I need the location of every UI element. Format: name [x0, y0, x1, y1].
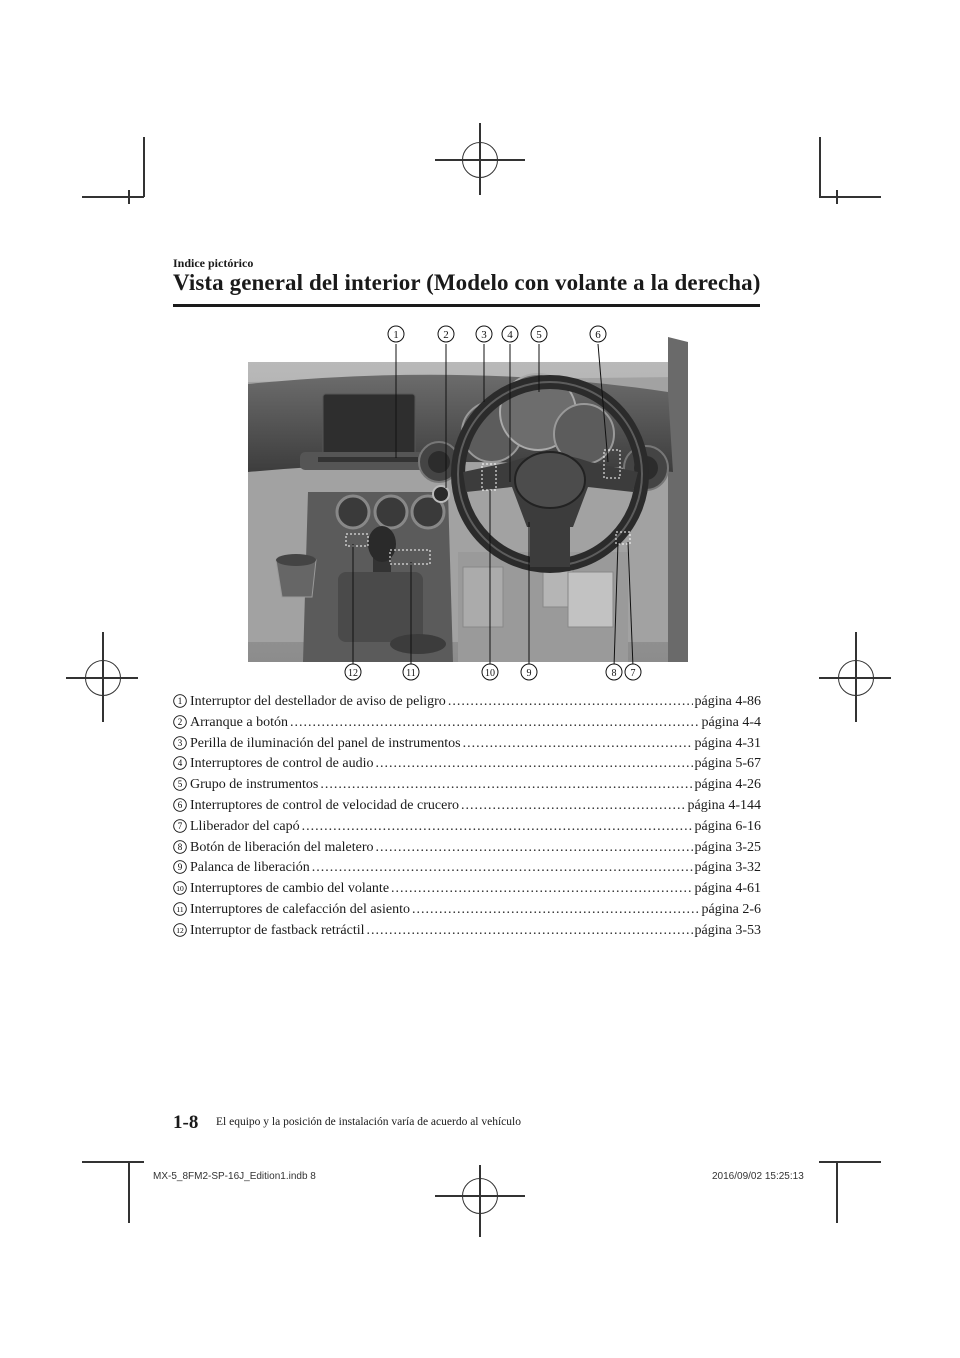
svg-text:6: 6 [177, 800, 183, 811]
svg-text:7: 7 [177, 820, 183, 831]
dot-leader [376, 756, 693, 772]
item-page-ref: página 4-144 [687, 797, 761, 813]
callout-1 [388, 326, 404, 342]
callout-9 [521, 664, 537, 680]
svg-text:10: 10 [485, 668, 495, 679]
item-number-badge [173, 900, 188, 913]
callout-12 [345, 664, 361, 680]
dot-leader [463, 736, 693, 752]
svg-text:7: 7 [630, 668, 636, 679]
item-number-badge [173, 796, 188, 809]
svg-text:2: 2 [443, 329, 449, 341]
list-item [173, 796, 761, 817]
item-number-badge [173, 838, 188, 851]
callout-5 [531, 326, 547, 342]
page-number: 1-8 [173, 1112, 199, 1133]
item-label: Arranque a botón [190, 714, 288, 730]
section-label: Indice pictórico [173, 256, 254, 270]
svg-text:4: 4 [177, 758, 183, 769]
svg-text:5: 5 [536, 329, 542, 341]
item-label: Grupo de instrumentos [190, 777, 319, 793]
list-item [173, 775, 761, 796]
callout-11 [403, 664, 419, 680]
svg-text:5: 5 [177, 779, 183, 790]
svg-text:10: 10 [176, 884, 184, 894]
item-number-badge [173, 713, 188, 726]
item-page-ref: página 6-16 [694, 818, 761, 834]
svg-text:3: 3 [177, 737, 183, 748]
item-page-ref: página 5-67 [694, 756, 761, 772]
callout-10 [482, 664, 498, 680]
item-label: Palanca de liberación [190, 860, 310, 876]
list-item [173, 921, 761, 942]
item-label: Interruptores de control de audio [190, 756, 374, 772]
item-page-ref: página 4-86 [694, 694, 761, 709]
item-page-ref: página 3-32 [694, 860, 761, 876]
list-item [173, 734, 761, 755]
list-item [173, 900, 761, 921]
item-label: Perilla de iluminación del panel de instrumentos [190, 735, 461, 751]
list-item [173, 879, 761, 900]
item-page-ref: página 3-53 [694, 922, 761, 938]
page-title: Vista general del interior (Modelo con volante a la derecha) [173, 270, 761, 295]
callout-6 [590, 326, 606, 342]
item-label: Interruptores de cambio del volante [190, 881, 390, 897]
svg-text:3: 3 [481, 329, 487, 341]
svg-text:1: 1 [177, 696, 183, 707]
list-item [173, 713, 761, 734]
svg-text:4: 4 [507, 329, 513, 341]
item-label: Interruptores de control de velocidad de crucero [190, 797, 459, 813]
item-number-badge [173, 775, 188, 788]
item-page-ref: página 4-26 [694, 777, 761, 793]
list-item [173, 817, 761, 838]
svg-text:9: 9 [177, 862, 183, 873]
component-list [173, 692, 761, 942]
dot-leader [412, 902, 700, 918]
dot-leader [448, 694, 693, 710]
svg-text:6: 6 [595, 329, 601, 341]
item-label: Interruptor del destellador de aviso de peligro [190, 694, 446, 709]
item-label: Interruptores de calefacción del asiento [190, 901, 411, 917]
item-page-ref: página 4-31 [694, 735, 761, 751]
svg-text:12: 12 [176, 925, 184, 935]
svg-text:2: 2 [177, 716, 183, 727]
dot-leader [290, 715, 700, 731]
callout-4 [502, 326, 518, 342]
callout-3 [476, 326, 492, 342]
dot-leader [312, 860, 693, 876]
item-page-ref: página 3-25 [694, 839, 761, 855]
title-rule [173, 304, 760, 307]
interior-illustration [248, 322, 688, 682]
item-number-badge [173, 734, 188, 747]
svg-text:11: 11 [176, 905, 184, 915]
item-label: Lliberador del capó [190, 818, 300, 834]
list-item [173, 858, 761, 879]
callout-8 [606, 664, 622, 680]
list-item [173, 838, 761, 859]
svg-text:9: 9 [526, 668, 532, 679]
dot-leader [461, 798, 686, 814]
item-number-badge [173, 858, 188, 871]
svg-text:11: 11 [406, 668, 416, 679]
item-number-badge [173, 754, 188, 767]
dot-leader [391, 881, 692, 897]
item-number-badge [173, 817, 188, 830]
list-item [173, 692, 761, 713]
item-label: Botón de liberación del maletero [190, 839, 374, 855]
print-timestamp: 2016/09/02 15:25:13 [712, 1171, 804, 1182]
item-page-ref: página 4-61 [694, 881, 761, 897]
footnote: El equipo y la posición de instalación varía de acuerdo al vehículo [216, 1116, 521, 1128]
item-page-ref: página 4-4 [701, 714, 761, 730]
svg-text:8: 8 [177, 841, 183, 852]
item-number-badge [173, 692, 188, 705]
svg-text:12: 12 [348, 668, 358, 679]
dot-leader [376, 840, 693, 856]
item-number-badge [173, 921, 188, 934]
center-display [323, 394, 415, 460]
dot-leader [302, 819, 693, 835]
svg-text:1: 1 [393, 329, 399, 341]
callout-7 [625, 664, 641, 680]
dot-leader [320, 777, 692, 793]
file-slug: MX-5_8FM2-SP-16J_Edition1.indb 8 [153, 1171, 316, 1182]
item-label: Interruptor de fastback retráctil [190, 922, 365, 938]
item-page-ref: página 2-6 [701, 901, 761, 917]
list-item [173, 754, 761, 775]
item-number-badge [173, 879, 188, 892]
callout-2 [438, 326, 454, 342]
svg-text:8: 8 [611, 668, 617, 679]
dot-leader [367, 923, 693, 939]
